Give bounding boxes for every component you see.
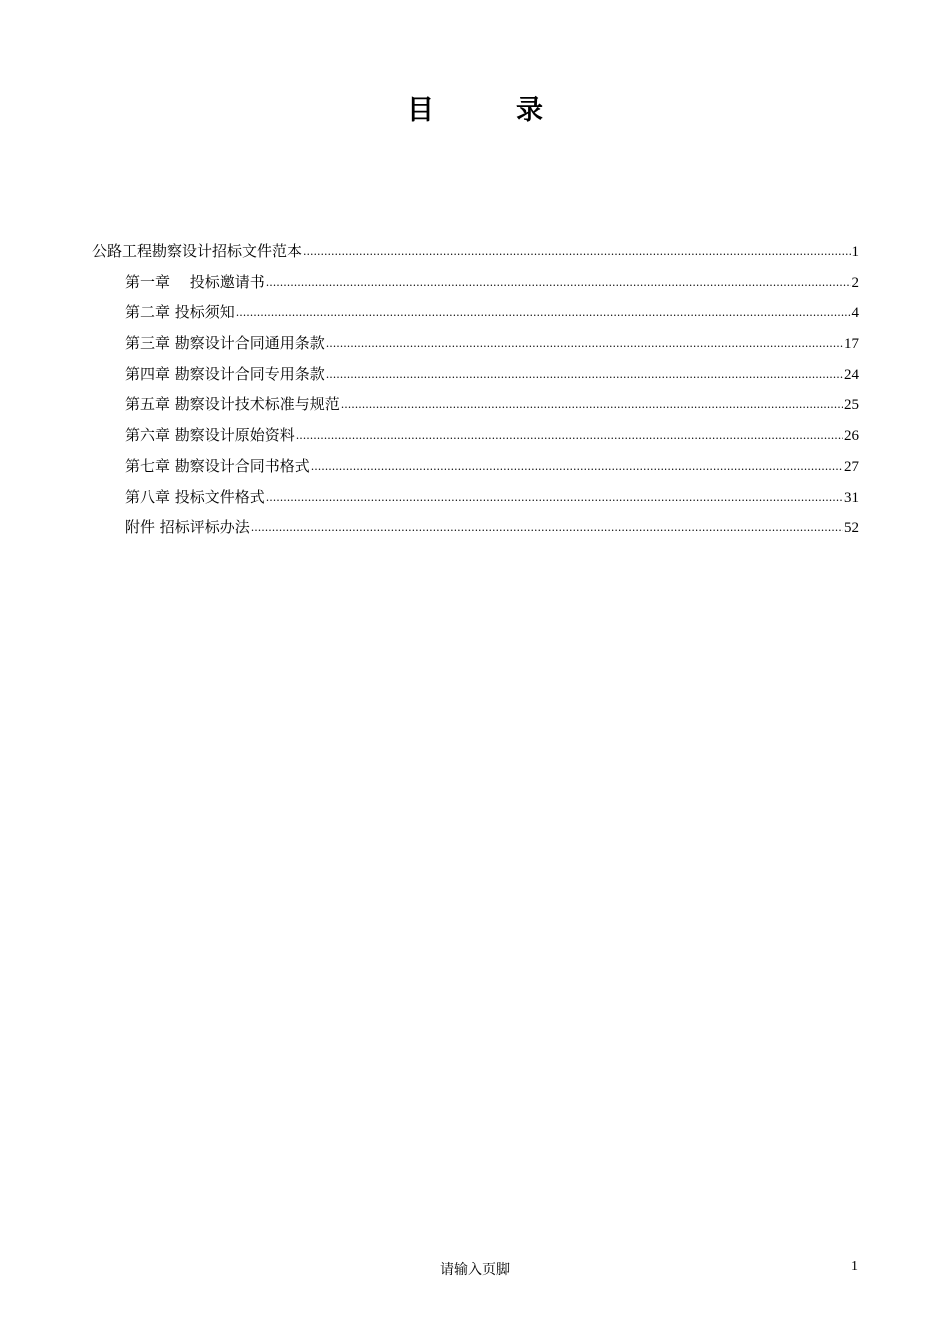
toc-title-char-1: 目 xyxy=(407,95,434,126)
toc-entry-label: 第二章 投标须知 xyxy=(125,303,235,322)
toc-entry[interactable] xyxy=(92,301,859,332)
dot-leader xyxy=(266,272,851,294)
toc-entry-label: 第四章 勘察设计合同专用条款 xyxy=(125,364,325,383)
dot-leader xyxy=(266,487,843,509)
toc-title xyxy=(0,88,950,127)
dot-leader xyxy=(303,241,850,263)
toc-entry-label: 附件 招标评标办法 xyxy=(125,518,250,537)
toc-entry-page: 27 xyxy=(844,458,859,475)
toc-entry-label: 第七章 勘察设计合同书格式 xyxy=(125,456,310,475)
toc-entry-page: 52 xyxy=(844,520,859,537)
toc-entry[interactable] xyxy=(92,455,859,486)
toc-entry-page: 4 xyxy=(851,305,859,322)
toc-entry[interactable] xyxy=(92,363,859,394)
toc-entry-page: 2 xyxy=(851,274,859,291)
table-of-contents xyxy=(92,240,859,547)
dot-leader xyxy=(251,517,843,539)
toc-entry-page: 31 xyxy=(844,489,859,506)
toc-entry-label: 第三章 勘察设计合同通用条款 xyxy=(125,334,325,353)
toc-entry[interactable] xyxy=(92,424,859,455)
toc-title-char-2: 录 xyxy=(516,95,543,126)
toc-entry[interactable] xyxy=(92,332,859,363)
toc-entry-page: 24 xyxy=(844,366,859,383)
dot-leader xyxy=(326,333,843,355)
toc-entry[interactable] xyxy=(92,240,859,271)
toc-entry[interactable] xyxy=(92,486,859,517)
dot-leader xyxy=(341,394,843,416)
toc-entry[interactable] xyxy=(92,516,859,547)
toc-entry-page: 17 xyxy=(844,336,859,353)
footer-page-number: 1 xyxy=(851,1259,858,1274)
toc-entry-label: 第六章 勘察设计原始资料 xyxy=(125,426,295,445)
toc-entry[interactable] xyxy=(92,393,859,424)
toc-entry-page: 1 xyxy=(851,244,859,260)
toc-entry-label: 第五章 勘察设计技术标准与规范 xyxy=(125,395,340,414)
dot-leader xyxy=(296,425,843,447)
toc-entry-page: 25 xyxy=(844,397,859,414)
dot-leader xyxy=(326,364,843,386)
toc-entry-label: 公路工程勘察设计招标文件范本 xyxy=(92,242,303,260)
toc-entry[interactable] xyxy=(92,271,859,302)
toc-entry-label: 第一章 投标邀请书 xyxy=(125,272,265,291)
dot-leader xyxy=(236,302,851,324)
toc-entry-label: 第八章 投标文件格式 xyxy=(125,487,265,506)
toc-entry-page: 26 xyxy=(844,428,859,445)
page-footer-text[interactable]: 请输入页脚 xyxy=(440,1262,510,1278)
dot-leader xyxy=(311,456,843,478)
